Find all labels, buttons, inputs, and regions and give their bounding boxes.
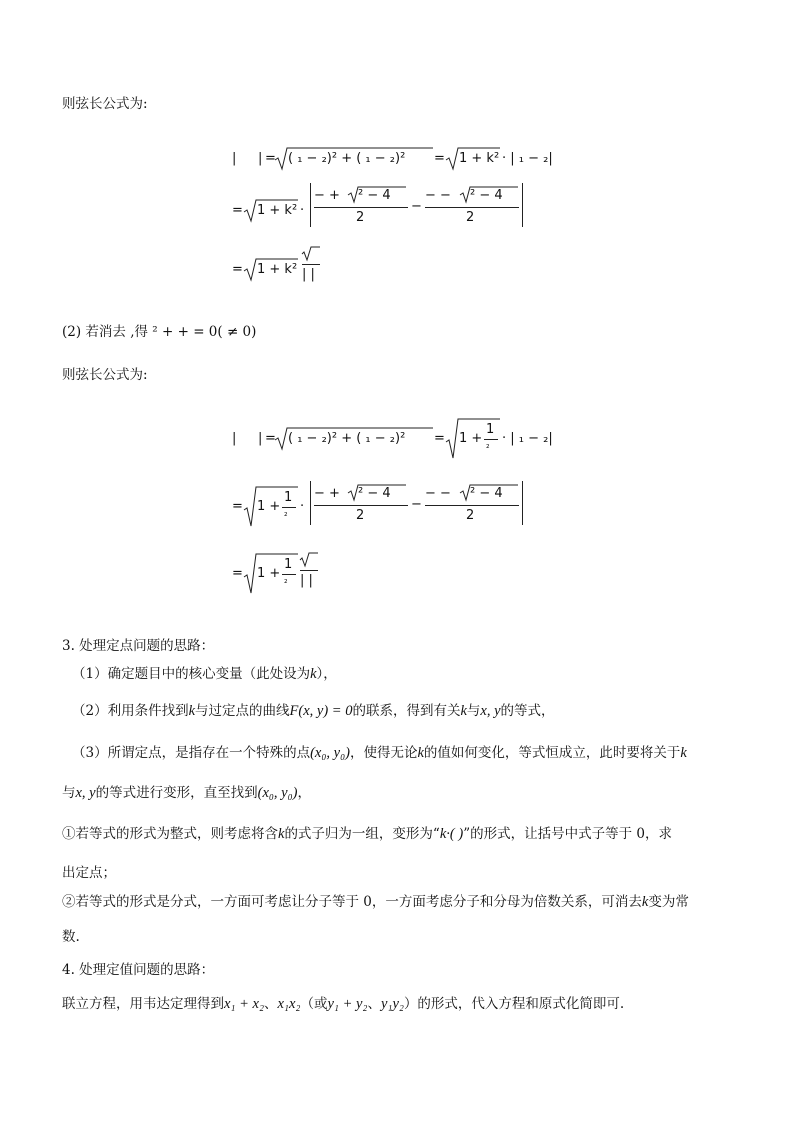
section-4-text-c: ）的形式，代入方程和原式化简即可. (403, 996, 625, 1012)
radicand: ( ₁ − ₂)² + ( ₁ − ₂)² (288, 151, 406, 166)
case-2-line-1 (62, 893, 689, 911)
radicand: 1 + k² (257, 262, 298, 277)
fraction-denominator: ² (284, 579, 288, 589)
equals: = (265, 151, 276, 166)
radicand: 1 + k² (257, 203, 298, 218)
item-3-line-1 (72, 744, 687, 762)
fraction-numerator: 1 (284, 490, 293, 505)
abs-open: | (232, 151, 237, 166)
item-2 (72, 702, 555, 720)
abs-close: | (258, 151, 263, 166)
tail-expression: · | ₁ − ₂| (502, 431, 553, 446)
chord-formula-heading-1: 则弦长公式为: (62, 96, 148, 112)
case-2-text-b: 变为常 (648, 894, 689, 910)
item-2-text-c: 的联系，得到有关 (352, 703, 461, 719)
fixed-point: (x₀, y₀) (257, 785, 298, 801)
var-k: k (680, 745, 687, 761)
fraction-1-bar (314, 505, 408, 506)
fraction-1-numerator: − + (314, 486, 340, 501)
fraction-1-denominator: 2 (356, 508, 365, 523)
sqrt-symbol-small (300, 552, 320, 568)
dot: · (300, 499, 305, 514)
sqrt-symbol-small (302, 246, 322, 262)
abs-bar-right (522, 481, 523, 525)
dot: · (300, 203, 305, 218)
fraction-2-denominator: 2 (466, 210, 475, 225)
equals: = (434, 151, 445, 166)
var-k: k (641, 894, 649, 910)
equals: = (232, 203, 243, 218)
one-plus: 1 + (257, 566, 281, 581)
fraction-bar (282, 507, 296, 508)
fraction-1-numerator: − + (314, 188, 340, 203)
item-3-text-d: 与 (62, 785, 76, 801)
product-y: y₁y₂ (380, 996, 404, 1012)
case-2-line-2: 数. (62, 929, 80, 945)
radicand: ( ₁ − ₂)² + ( ₁ − ₂)² (288, 431, 406, 446)
var-k: k (417, 745, 424, 761)
fraction-1-radicand: ² − 4 (358, 486, 391, 501)
fraction-1-denominator: 2 (356, 210, 365, 225)
case-2-text-a: ②若等式的形式是分式，一方面可考虑让分子等于 0，一方面考虑分子和分母为倍数关系，可消去 (62, 894, 642, 910)
sum-x: x₁ + x₂ (224, 996, 264, 1012)
abs-bar-left (310, 481, 311, 525)
section-4-text-a: 联立方程，用韦达定理得到 (62, 996, 224, 1012)
item-3-text-c: 的值如何变化，等式恒成立，此时要将关于 (423, 745, 681, 761)
section-4-text (62, 995, 624, 1013)
abs-close: | (258, 431, 263, 446)
item-2-text-d: 与 (466, 703, 481, 719)
item-1-text-a: （1）确定题目中的核心变量（此处设为 (72, 666, 311, 682)
item-3-text-f: ， (297, 785, 311, 801)
minus: − (411, 497, 422, 512)
item-2-text-b: 与过定点的曲线 (195, 703, 290, 719)
case-1-text-a: ①若等式的形式为整式，则考虑将含 (62, 826, 278, 842)
fraction-1-radicand: ² − 4 (358, 188, 391, 203)
one-plus: 1 + (459, 431, 483, 446)
item-3-line-2 (62, 784, 311, 802)
case-1-text-b: 的式子归为一组，变形为“ (284, 826, 440, 842)
var-F: F (289, 703, 299, 719)
separator: 、 (367, 996, 381, 1012)
equals: = (232, 499, 243, 514)
fraction-bar-2 (300, 570, 318, 571)
product-x: x₁x₂ (277, 996, 301, 1012)
fraction-2-radicand: ² − 4 (470, 486, 503, 501)
var-xy: x, y (75, 785, 96, 801)
minus: − (411, 199, 422, 214)
item-3-text-e: 的等式进行变形，直至找到 (95, 785, 258, 801)
separator: 、 (264, 996, 278, 1012)
item-1-text-b: ）， (316, 666, 337, 682)
fraction-denominator: ² (486, 444, 490, 454)
case-2-statement: (2) 若消去 ,得 ² + + = 0( ≠ 0) (62, 324, 257, 340)
fixed-point: (x₀, y₀) (310, 745, 350, 761)
radicand: 1 + k² (459, 151, 500, 166)
k-form-expr: k·( ) (439, 826, 464, 842)
item-3-text-a: （3）所谓定点，是指存在一个特殊的点 (72, 745, 311, 761)
section-3-title: 3. 处理定点问题的思路： (62, 638, 215, 654)
case-1-line-1 (62, 825, 672, 843)
equals: = (232, 566, 243, 581)
case-1-line-2: 出定点； (62, 865, 116, 881)
fraction-2-denominator: 2 (466, 508, 475, 523)
curve-args: (x, y) = 0 (298, 703, 353, 719)
fraction-1-bar (314, 207, 408, 208)
abs-open: | (232, 431, 237, 446)
denominator: | | (302, 267, 315, 282)
fraction-numerator: 1 (284, 557, 293, 572)
equals: = (434, 431, 445, 446)
fraction-2-numerator: − − (425, 486, 451, 501)
fraction-2-bar (425, 505, 519, 506)
fraction-numerator: 1 (486, 422, 495, 437)
equals: = (265, 431, 276, 446)
sum-y: y₁ + y₂ (327, 996, 368, 1012)
fraction-denominator: ² (284, 512, 288, 522)
abs-bar-left (310, 183, 311, 227)
one-plus: 1 + (257, 499, 281, 514)
var-k: k (188, 703, 196, 719)
var-k: k (278, 826, 285, 842)
fraction-bar (302, 264, 320, 265)
section-4-title: 4. 处理定值问题的思路： (62, 962, 215, 978)
case-1-text-c: ”的形式，让括号中式子等于 0，求 (463, 826, 672, 842)
fraction-bar (484, 439, 498, 440)
item-2-text-e: 的等式， (500, 703, 555, 719)
var-xy: x, y (480, 703, 501, 719)
fraction-2-bar (425, 207, 519, 208)
item-1 (72, 665, 337, 683)
chord-formula-heading-2: 则弦长公式为: (62, 367, 148, 383)
var-k: k (460, 703, 467, 719)
tail-expression: · | ₁ − ₂| (502, 151, 553, 166)
abs-bar-right (522, 183, 523, 227)
section-4-text-b: （或 (300, 996, 328, 1012)
fraction-bar (282, 574, 296, 575)
var-k: k (310, 666, 317, 682)
item-3-text-b: ，使得无论 (349, 745, 418, 761)
denominator: | | (300, 573, 313, 588)
equals: = (232, 262, 243, 277)
fraction-2-radicand: ² − 4 (470, 188, 503, 203)
item-2-text-a: （2）利用条件找到 (72, 703, 189, 719)
fraction-2-numerator: − − (425, 188, 451, 203)
